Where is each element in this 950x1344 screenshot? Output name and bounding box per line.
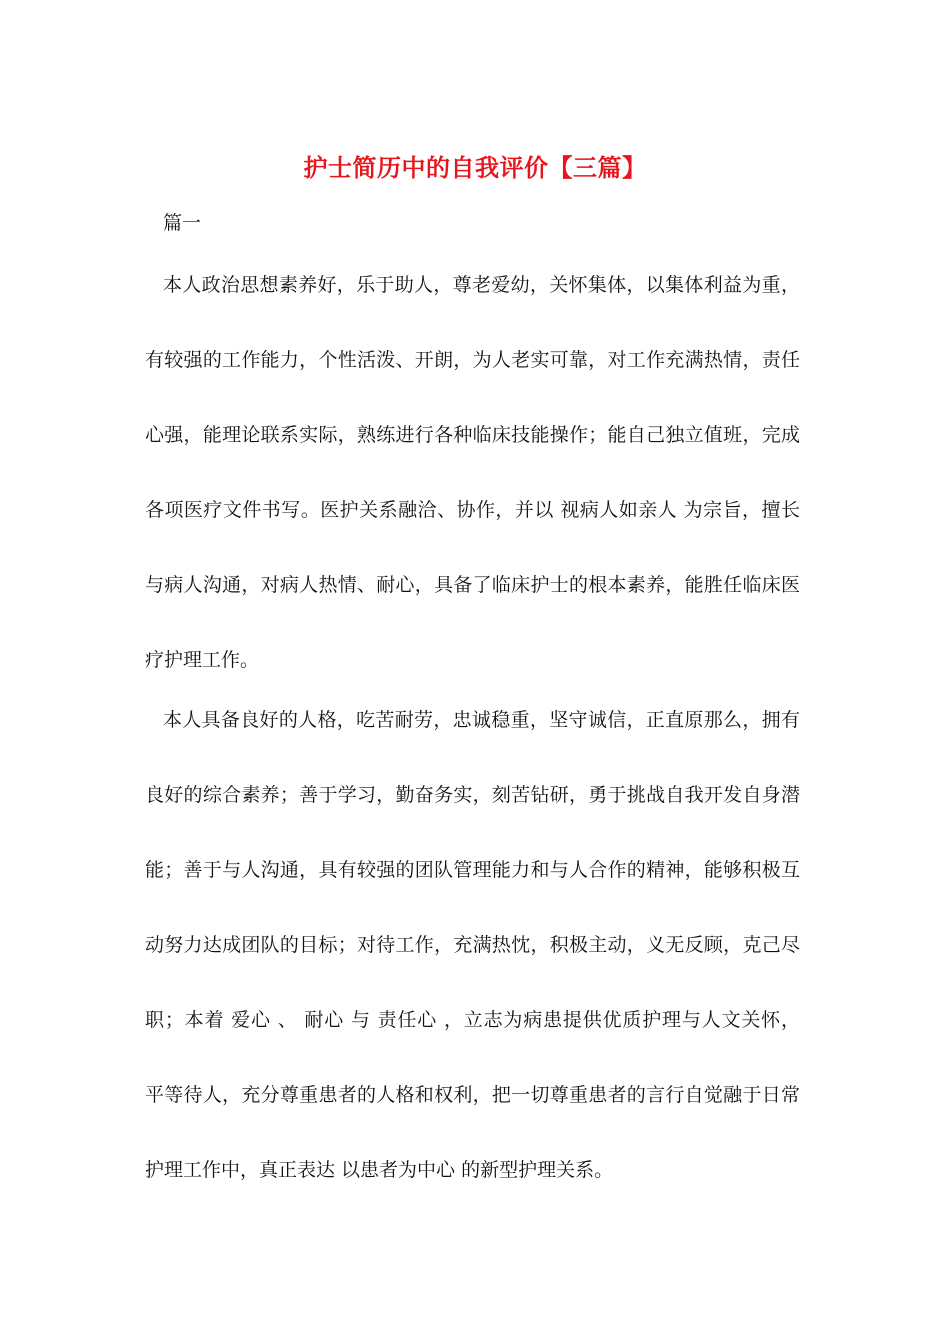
paragraph-line: 动努力达成团队的目标；对待工作，充满热忱，积极主动，义无反顾，克己尽	[145, 934, 800, 956]
paragraph-1	[145, 270, 800, 720]
paragraph-line: 疗护理工作。	[145, 649, 260, 671]
paragraph-2	[145, 705, 800, 1230]
paragraph-line: 与病人沟通，对病人热情、耐心，具备了临床护士的根本素养，能胜任临床医	[145, 574, 800, 596]
paragraph-line: 心强，能理论联系实际，熟练进行各种临床技能操作；能自己独立值班，完成	[145, 424, 800, 446]
paragraph-line: 平等待人，充分尊重患者的人格和权利，把一切尊重患者的言行自觉融于日常	[145, 1084, 800, 1106]
paragraph-line: 有较强的工作能力，个性活泼、开朗，为人老实可靠，对工作充满热情，责任	[145, 349, 800, 371]
paragraph-line: 能；善于与人沟通，具有较强的团队管理能力和与人合作的精神，能够积极互	[145, 859, 800, 881]
document-title: 护士简历中的自我评价【三篇】	[303, 153, 647, 182]
paragraph-line: 本人具备良好的人格，吃苦耐劳，忠诚稳重，坚守诚信，正直原那么，拥有	[163, 709, 800, 731]
paragraph-line: 良好的综合素养；善于学习，勤奋务实，刻苦钻研，勇于挑战自我开发自身潜	[145, 784, 800, 806]
section-label: 篇一	[163, 212, 202, 234]
paragraph-line: 护理工作中，真正表达 以患者为中心 的新型护理关系。	[145, 1159, 614, 1181]
paragraph-line: 本人政治思想素养好，乐于助人，尊老爱幼，关怀集体，以集体利益为重，	[163, 274, 800, 296]
paragraph-line: 职；本着 爱心 、 耐心 与 责任心 ，立志为病患提供优质护理与人文关怀，	[145, 1009, 800, 1031]
paragraph-line: 各项医疗文件书写。医护关系融洽、协作，并以 视病人如亲人 为宗旨，擅长	[145, 499, 800, 521]
